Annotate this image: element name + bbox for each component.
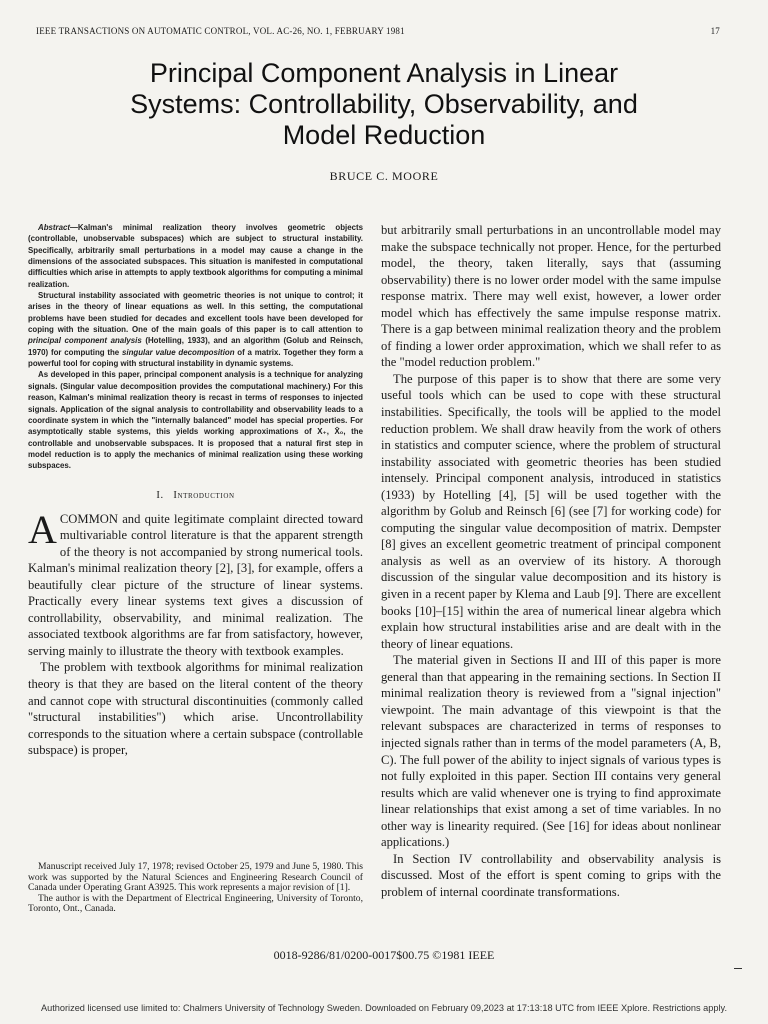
right-column-text <box>381 222 721 900</box>
abstract-paragraph-1: Abstract—Kalman's minimal realization theory involves geometric objects (controllable, unobservable subspaces) which are subject to structural instability. Specifically, arbitrarily small perturbations in a model may cause a change in the dimensions of the associated subspaces. This situation is manifested in computational difficulties which arise in attempts to apply textbook algorithms for computing a minimal realization. <box>28 223 363 289</box>
right-paragraph-3: The material given in Sections II and III of this paper is more general than that appearing in the remaining sections. In Section II minimal realization theory is reviewed from a "signal injection" viewpoint. The main advantage of this viewpoint is that the relevant subspaces are characterized in terms of responses to injected signals rather than in terms of the model parameters (A, B, C). The full power of the ability to inject signals of various types is not fully exploited in this paper. Section III contains very general results which are valid whenever one is trying to find approximate linear relationships that exist among a set of time variables. In no other way is linearity required. (See [16] for ideas about nonlinear applications.) <box>381 653 721 850</box>
emphasis-singular-value-decomposition: singular value decomposition <box>121 347 235 357</box>
right-paragraph-4: In Section IV controllability and observability analysis is discussed. Most of the effort is spent coming to grips with the problem of internal coordinate transformations. <box>381 851 721 899</box>
abstract <box>28 222 363 472</box>
section-number: I. <box>156 489 164 501</box>
right-paragraph-1: but arbitrarily small perturbations in an uncontrollable model may make the subspace technically not proper. Hence, for the perturbed model, the theory, taken literally, says that (assuming observability) there is no lower order model with the same impulse response matrix. There may well exist, however, a lower order model which has effectively the same impulse response matrix. There is a gap between minimal realization theory and the problem of finding a lower order approximation, which we shall refer to as the "model reduction problem." <box>381 223 721 370</box>
copyright-line: 0018-9286/81/0200-0017$00.75 ©1981 IEEE <box>273 948 495 962</box>
paper-title <box>0 58 768 151</box>
footnote <box>28 862 363 915</box>
running-header <box>36 26 720 36</box>
drop-cap: A <box>28 506 57 552</box>
page-mark <box>734 968 742 969</box>
intro-paragraph-2: The problem with textbook algorithms for minimal realization theory is that they are based on the literal content of the theory and cannot cope with structural discontinuities (commonly called "structural instabilities") which arise. Uncontrollability corresponds to the situation where a certain subspace (controllable subspace) is proper, <box>28 660 364 758</box>
abstract-paragraph-3: As developed in this paper, principal component analysis is a technique for analyzing signals. (Singular value decomposition provides the computational machinery.) For this reason, Kalman's minimal realization theory is recast in terms of responses to injected signals. Application of the signal analysis to controllability and observability leads to a coordinate system in which the "internally balanced" model has special properties. For asymptotically stable systems, this yields working approximations of X₊, X̄₀, the controllable and unobservable subspaces. It is proposed that a natural first step in model reduction is to apply the mechanics of minimal realization using these working subspaces. <box>28 370 363 471</box>
journal-citation: IEEE TRANSACTIONS ON AUTOMATIC CONTROL, VOL. AC-26, NO. 1, FEBRUARY 1981 <box>36 26 405 36</box>
section-title: Introduction <box>173 489 235 501</box>
footnote-affiliation: The author is with the Department of Electrical Engineering, University of Toronto, Toronto, Ont., Canada. <box>28 892 363 915</box>
intro-paragraph-1: ACOMMON and quite legitimate complaint directed toward multivariable control literature is that the apparent strength of the theory is not accompanied by strong numerical tools. Kalman's minimal realization theory [2], [3], for example, offers a beautifully clear picture of the structure of linear systems. Practically every linear systems text gives a discussion of controllability, observability, and minimal realization. The associated textbook algorithms are far from satisfactory, however, serving mainly to illustrate the theory with textbook examples. <box>28 506 363 658</box>
footnote-manuscript: Manuscript received July 17, 1978; revised October 25, 1979 and June 5, 1980. This work was supported by the Natural Sciences and Engineering Research Council of Canada under Operating Grant A3925. This work represents a major revision of [1]. <box>28 861 363 894</box>
license-notice: Authorized licensed use limited to: Chalmers University of Technology Sweden. Downloaded on February 09,2023 at 17:13:18 UTC from IEEE Xplore. Restrictions apply. <box>40 1003 727 1013</box>
emphasis-principal-component-analysis: principal component analysis <box>28 336 142 346</box>
title-line-1: Principal Component Analysis in Linear <box>149 58 619 88</box>
right-paragraph-2: The purpose of this paper is to show that there are some very useful tools which can be used to cope with these structural instabilities. Specifically, the tools will be applied to the model reduction problem. We shall draw heavily from the work of others in statistics and computer science, where the problem of structural instability associated with geometric theories has been studied intensely. Principal component analysis, introduced in statistics (1933) by Hotelling [4], [5] will be used together with the algorithm by Golub and Reinsch [6] (see [7] for working code) for computing the singular value decomposition of matrix. Dempster [8] gives an excellent geometric treatment of principal component analysis as well as an overview of its history. A thorough discussion of the singular value decomposition and its history is given in a recent paper by Klema and Laub [9]. There are excellent books [10]–[15] within the area of numerical linear algebra which explain how structural instabilities arise and are dealt with in the theory of linear equations. <box>381 371 721 651</box>
abstract-label: Abstract <box>38 223 71 232</box>
left-column <box>28 222 363 759</box>
section-heading <box>28 490 363 501</box>
introduction-text <box>28 506 364 759</box>
title-line-3: Model Reduction <box>282 120 486 150</box>
page-number: 17 <box>710 26 720 36</box>
abstract-paragraph-2: Structural instability associated with geometric theories is not unique to control; it arises in the theory of linear equations as well. In this setting, the computational problems have been studied for decades and excellent tools have been developed for coping with the situation. One of the main goals of this paper is to call attention to principal component analysis (Hotelling, 1933), and an algorithm (Golub and Reinsch, 1970) for computing the singular value decomposition of a matrix. Together they form a powerful tool for coping with structural instability in dynamic systems. <box>28 291 364 369</box>
right-column <box>381 222 721 900</box>
author-name: BRUCE C. MOORE <box>329 169 439 183</box>
title-line-2: Systems: Controllability, Observability, and <box>130 89 638 119</box>
